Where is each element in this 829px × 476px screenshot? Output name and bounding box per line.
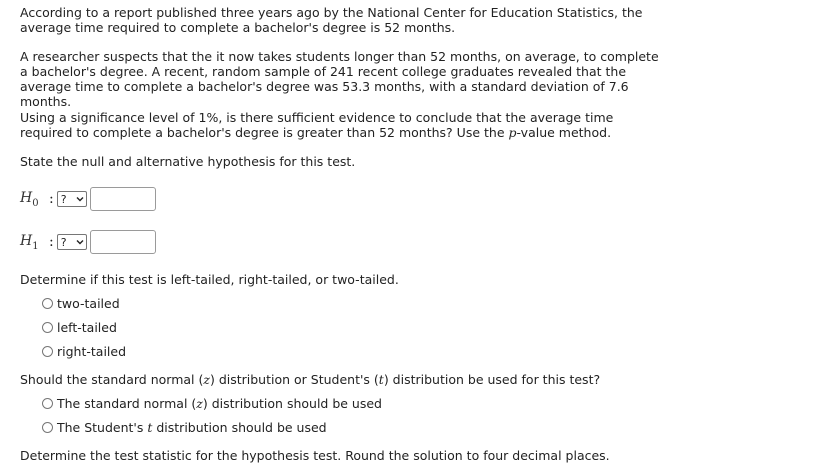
null-hypothesis-operator-select[interactable] xyxy=(57,191,87,207)
radio-button[interactable] xyxy=(42,422,53,433)
intro-paragraph: According to a report published three years ago by the National Center for Education Statistics, the average time required to complete a bachelor's degree is 52 months. xyxy=(20,5,643,35)
distribution-option-normal[interactable] xyxy=(42,395,382,411)
tail-question: Determine if this test is left-tailed, right-tailed, or two-tailed. xyxy=(20,272,399,287)
t-symbol: t xyxy=(147,419,153,435)
h1-letter: H xyxy=(20,232,33,249)
radio-button[interactable] xyxy=(42,298,53,309)
question-text-a: Using a significance level of 1%, is there sufficient evidence to conclude that the average time required to complete a bachelor's degree is greater than 52 months? Use the xyxy=(20,110,614,140)
dist-question-c: ) distribution be used for this test? xyxy=(383,372,601,387)
alternative-hypothesis-row xyxy=(20,229,156,255)
distribution-question xyxy=(20,372,660,387)
distribution-option-label xyxy=(57,396,382,411)
null-hypothesis-value-input[interactable] xyxy=(90,187,156,211)
h0-subscript: 0 xyxy=(32,197,39,209)
normal-option-text-b: ) distribution should be used xyxy=(202,395,382,411)
h1-subscript: 1 xyxy=(32,240,39,252)
null-hypothesis-row xyxy=(20,186,156,212)
alternative-hypothesis-value-input[interactable] xyxy=(90,230,156,254)
radio-button[interactable] xyxy=(42,398,53,409)
chevron-down-icon xyxy=(76,238,84,246)
tail-option-left-tailed[interactable] xyxy=(42,319,117,335)
question-paragraph xyxy=(20,110,660,140)
normal-option-text-a: The standard normal ( xyxy=(57,395,197,411)
student-option-text-b: distribution should be used xyxy=(152,419,327,435)
question-text-b: -value method. xyxy=(516,125,612,140)
h1-colon: : xyxy=(49,234,54,250)
dist-question-b: ) distribution or Student's ( xyxy=(209,372,379,387)
t-symbol: t xyxy=(378,372,384,387)
state-hypotheses-prompt: State the null and alternative hypothesis for this test. xyxy=(20,154,356,169)
scenario-paragraph: A researcher suspects that the it now takes students longer than 52 months, on average, to complete a bachelor's degree. A recent, random sample of 241 recent college graduates revealed that the average time to complete a bachelor's degree was 53.3 months, with a standard deviation of 7.6 months. xyxy=(20,49,659,109)
tail-option-label: two-tailed xyxy=(57,295,120,311)
distribution-option-student-t[interactable] xyxy=(42,419,327,435)
z-symbol: z xyxy=(203,372,210,387)
tail-option-label: left-tailed xyxy=(57,319,117,335)
tail-option-label: right-tailed xyxy=(57,343,127,359)
radio-button[interactable] xyxy=(42,346,53,357)
h0-letter: H xyxy=(20,189,33,206)
chevron-down-icon xyxy=(76,195,84,203)
distribution-option-label xyxy=(57,420,327,435)
alternative-hypothesis-label xyxy=(20,233,48,252)
tail-option-two-tailed[interactable] xyxy=(42,295,120,311)
alternative-hypothesis-operator-select[interactable] xyxy=(57,234,87,250)
h0-select-value: ? xyxy=(60,192,67,206)
z-symbol: z xyxy=(196,395,203,411)
null-hypothesis-label xyxy=(20,190,48,209)
tail-option-right-tailed[interactable] xyxy=(42,343,126,359)
question-p-symbol: p xyxy=(508,125,517,140)
student-option-text-a: The Student's xyxy=(57,419,148,435)
radio-button[interactable] xyxy=(42,322,53,333)
h0-colon: : xyxy=(49,191,54,207)
h1-select-value: ? xyxy=(60,235,67,249)
dist-question-a: Should the standard normal ( xyxy=(20,372,204,387)
test-statistic-question: Determine the test statistic for the hypothesis test. Round the solution to four decimal places. xyxy=(20,448,610,463)
